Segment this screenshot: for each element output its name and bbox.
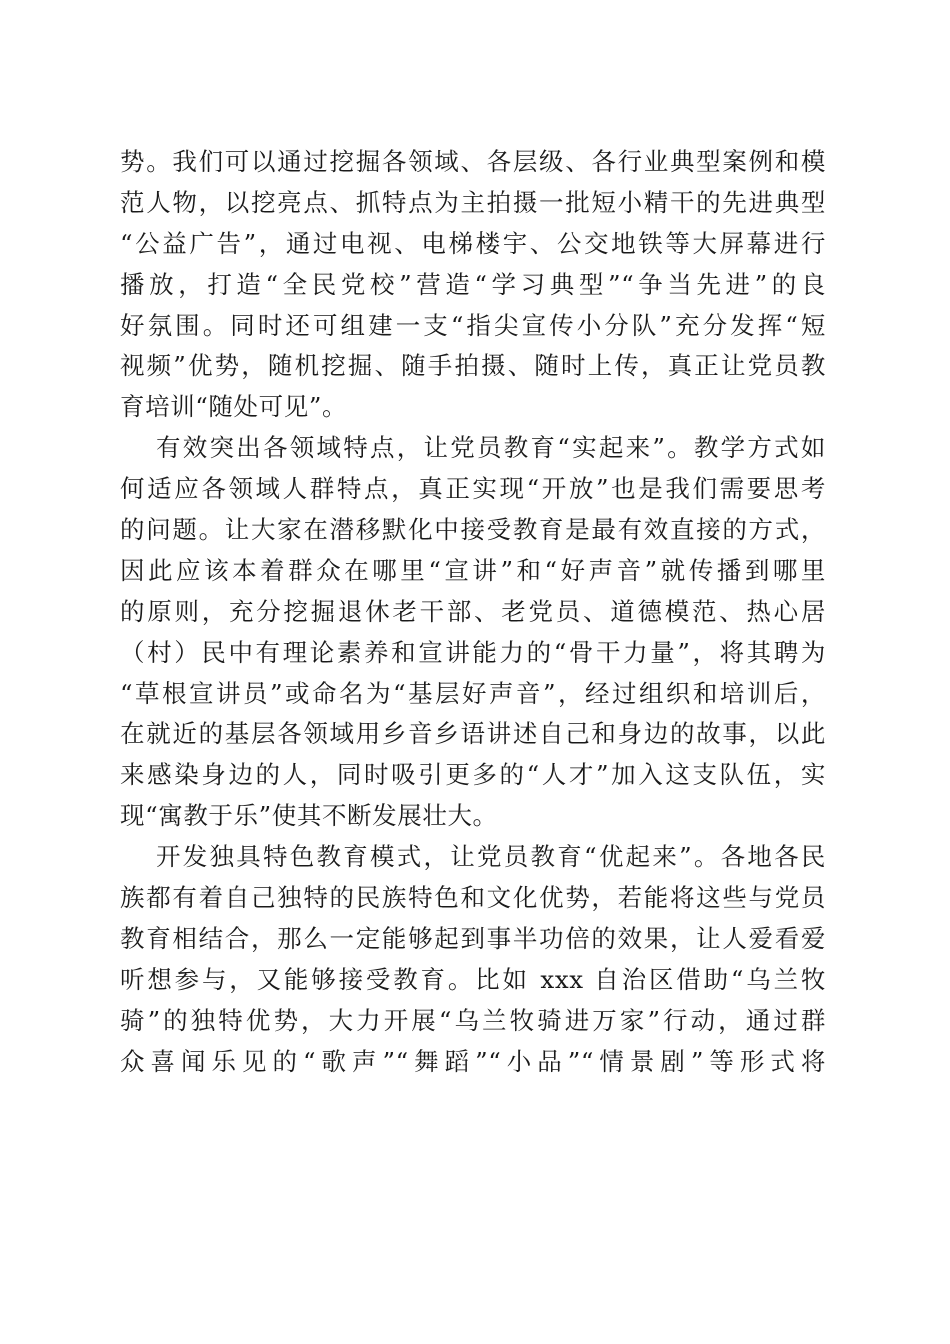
text-line: 势。我们可以通过挖掘各领域、各层级、各行业典型案例和模 (120, 147, 826, 176)
text-line: 好氛围。同时还可组建一支“指尖宣传小分队”充分发挥“短 (120, 310, 826, 340)
paragraph-3 (120, 837, 826, 1082)
text-line: （村）民中有理论素养和宣讲能力的“骨干力量”，将其聘为 (120, 637, 826, 667)
text-line: 现“寓教于乐”使其不断发展壮大。 (120, 801, 498, 831)
text-line: 众喜闻乐见的“歌声”“舞蹈”“小品”“情景剧”等形式将 (120, 1046, 826, 1076)
text-line: 视频”优势，随机挖掘、随手拍摄、随时上传，真正让党员教 (120, 351, 826, 381)
text-line: 有效突出各领域特点，让党员教育“实起来”。教学方式如 (156, 433, 826, 463)
text-line: “公益广告”，通过电视、电梯楼宇、公交地铁等大屏幕进行 (120, 228, 826, 258)
text-line: 范人物，以挖亮点、抓特点为主拍摄一批短小精干的先进典型 (120, 187, 826, 217)
paragraph-1 (120, 142, 826, 428)
paragraph-2 (120, 428, 826, 837)
body-text (120, 142, 826, 1082)
text-line: 骑”的独特优势，大力开展“乌兰牧骑进万家”行动，通过群 (120, 1005, 826, 1035)
text-line: “草根宣讲员”或命名为“基层好声音”，经过组织和培训后， (120, 678, 826, 708)
text-line: 育培训“随处可见”。 (120, 392, 348, 422)
text-line: 在就近的基层各领域用乡音乡语讲述自己和身边的故事，以此 (120, 719, 826, 749)
text-line: 因此应该本着群众在哪里“宣讲”和“好声音”就传播到哪里 (120, 555, 826, 585)
text-line: 族都有着自己独特的民族特色和文化优势，若能将这些与党员 (120, 883, 826, 913)
text-line: 听想参与，又能够接受教育。比如 xxx 自治区借助“乌兰牧 (120, 964, 826, 994)
text-line: 教育相结合，那么一定能够起到事半功倍的效果，让人爱看爱 (120, 923, 826, 953)
text-line: 播放，打造“全民党校”营造“学习典型”“争当先进”的良 (120, 269, 826, 299)
text-line: 开发独具特色教育模式，让党员教育“优起来”。各地各民 (156, 842, 826, 872)
text-line: 来感染身边的人，同时吸引更多的“人才”加入这支队伍，实 (120, 760, 826, 790)
text-line: 的问题。让大家在潜移默化中接受教育是最有效直接的方式， (120, 515, 826, 545)
text-line: 的原则，充分挖掘退休老干部、老党员、道德模范、热心居 (120, 596, 826, 626)
text-line: 何适应各领域人群特点，真正实现“开放”也是我们需要思考 (120, 474, 826, 504)
